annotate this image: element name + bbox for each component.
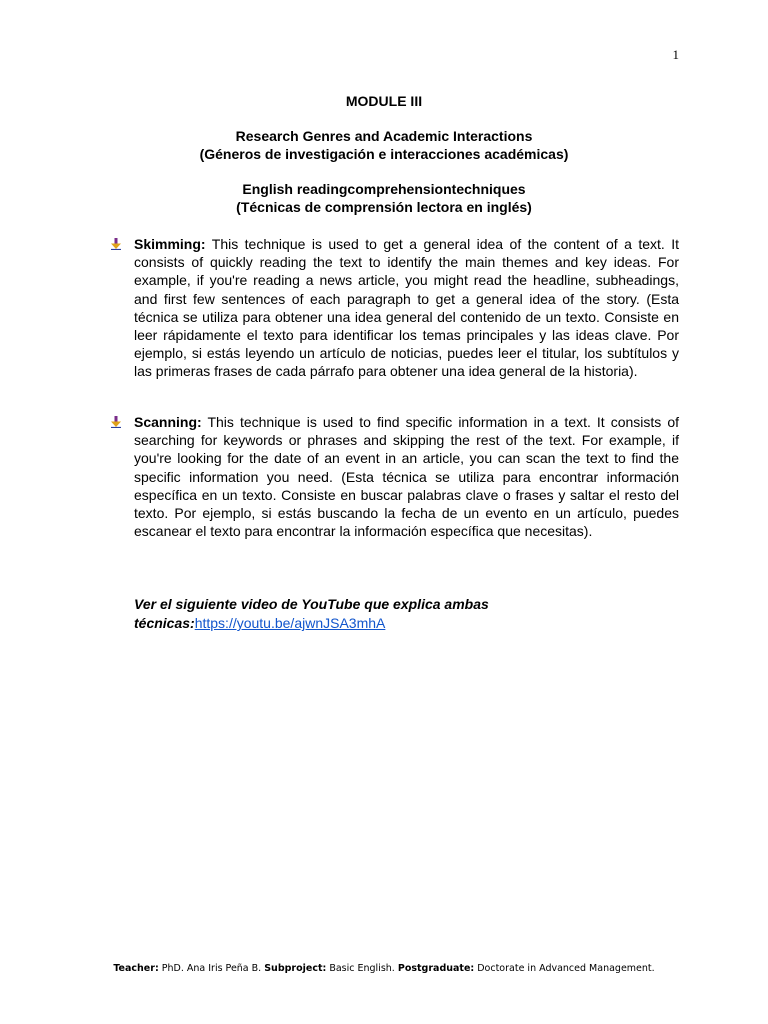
footer-subproject-label: Subproject: bbox=[264, 963, 327, 974]
module-title: MODULE III bbox=[345, 93, 423, 109]
page-number: 1 bbox=[672, 47, 679, 62]
down-arrow-bullet-icon bbox=[110, 416, 122, 428]
section-heading-reading-techniques bbox=[0, 180, 768, 216]
heading-english: Research Genres and Academic Interactions bbox=[235, 128, 533, 144]
heading-english: English readingcomprehensiontechniques bbox=[242, 181, 526, 197]
footer-postgraduate-label: Postgraduate: bbox=[397, 963, 475, 974]
down-arrow-bullet-icon bbox=[110, 238, 122, 250]
item-description: This technique is used to get a general idea of the content of a text. It consists of quickly reading the text to identify the main themes and key ideas. For example, if you're reading a news article, you might read the headline, subheadings, and first few sentences of each paragraph to get a general idea of the story. (Esta técnica se utiliza para obtener una idea general del contenido de un texto. Consiste en leer rápidamente el texto para identificar los temas principales y las ideas clave. Por ejemplo, si estás leyendo un artículo de noticias, puedes leer el titular, los subtítulos y las primeras frases de cada párrafo para obtener una idea general de la historia). bbox=[134, 236, 679, 380]
heading-spanish: (Géneros de investigación e interacciones académicas) bbox=[199, 146, 569, 162]
video-note-line-with-link bbox=[134, 614, 679, 633]
footer-teacher-value: PhD. Ana Iris Peña B. bbox=[158, 963, 265, 974]
term-skimming: Skimming: bbox=[134, 236, 206, 252]
term-scanning: Scanning: bbox=[134, 414, 202, 430]
youtube-video-link[interactable]: https://youtu.be/ajwnJSA3mhA bbox=[194, 615, 386, 631]
item-description: This technique is used to find specific information in a text. It consists of searching for keywords or phrases and skipping the rest of the text. For example, if you're looking for the date of an event in an article, you can scan the text to find the specific information you need. (Esta técnica se utiliza para encontrar información específica en un texto. Consiste en buscar palabras clave o frases y saltar el resto del texto. Por ejemplo, si estás buscando la fecha de un evento en un artículo, puedes escanear el texto para encontrar la información específica que necesitas). bbox=[134, 414, 679, 540]
bullet-item-skimming bbox=[134, 235, 679, 381]
footer-subproject-value: Basic English. bbox=[326, 963, 398, 974]
video-note bbox=[134, 595, 679, 633]
bullet-item-scanning bbox=[134, 413, 679, 540]
footer-teacher-label: Teacher: bbox=[113, 963, 159, 974]
footer-postgraduate-value: Doctorate in Advanced Management. bbox=[474, 963, 655, 974]
video-note-label: técnicas: bbox=[134, 615, 195, 631]
footer bbox=[0, 963, 768, 974]
video-note-line: Ver el siguiente video de YouTube que explica ambas bbox=[134, 596, 489, 612]
heading-spanish: (Técnicas de comprensión lectora en inglés) bbox=[236, 199, 532, 215]
section-heading-research-genres bbox=[0, 127, 768, 163]
